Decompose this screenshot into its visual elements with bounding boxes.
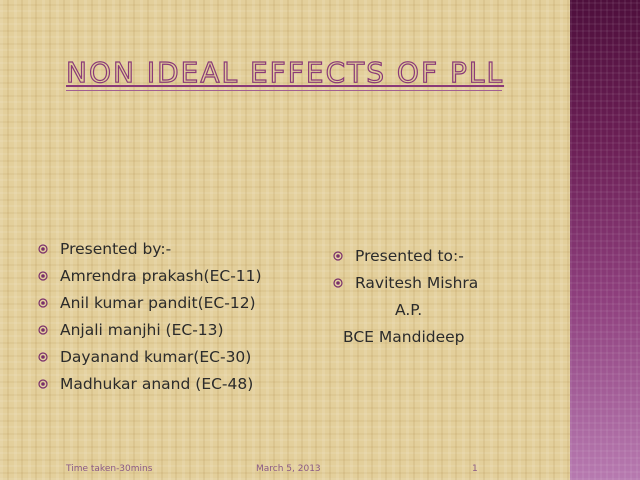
circled-dot-bullet-icon <box>38 271 48 281</box>
list-item <box>38 373 308 400</box>
list-item <box>38 292 308 319</box>
guide-institution: BCE Mandideep <box>343 328 465 346</box>
presenter-name: Anjali manjhi (EC-13) <box>60 321 224 339</box>
presenter-name: Madhukar anand (EC-48) <box>60 375 254 393</box>
circled-dot-bullet-icon <box>38 298 48 308</box>
slide-title: NON IDEAL EFFECTS OF PLL <box>66 56 505 89</box>
circled-dot-bullet-icon <box>38 244 48 254</box>
circled-dot-bullet-icon <box>333 251 343 261</box>
presenter-name: Anil kumar pandit(EC-12) <box>60 294 256 312</box>
circled-dot-bullet-icon <box>333 278 343 288</box>
list-item <box>38 238 308 265</box>
presented-by-list <box>38 238 308 400</box>
presented-by-heading: Presented by:- <box>60 240 172 258</box>
guide-designation: A.P. <box>395 301 423 319</box>
list-item <box>38 319 308 346</box>
list-item <box>333 245 553 272</box>
title-underline-rule <box>66 90 502 91</box>
circled-dot-bullet-icon <box>38 379 48 389</box>
presenter-name: Amrendra prakash(EC-11) <box>60 267 262 285</box>
decorative-side-band <box>570 0 640 480</box>
presented-to-heading: Presented to:- <box>355 247 464 265</box>
guide-name: Ravitesh Mishra <box>355 274 479 292</box>
list-item <box>333 272 553 299</box>
presenter-name: Dayanand kumar(EC-30) <box>60 348 252 366</box>
circled-dot-bullet-icon <box>38 325 48 335</box>
footer-page-number: 1 <box>472 464 478 474</box>
circled-dot-bullet-icon <box>38 352 48 362</box>
footer-time-taken: Time taken-30mins <box>66 464 153 474</box>
footer-date: March 5, 2013 <box>256 464 321 474</box>
list-item <box>38 346 308 373</box>
list-item <box>38 265 308 292</box>
presented-to-block <box>333 245 553 353</box>
